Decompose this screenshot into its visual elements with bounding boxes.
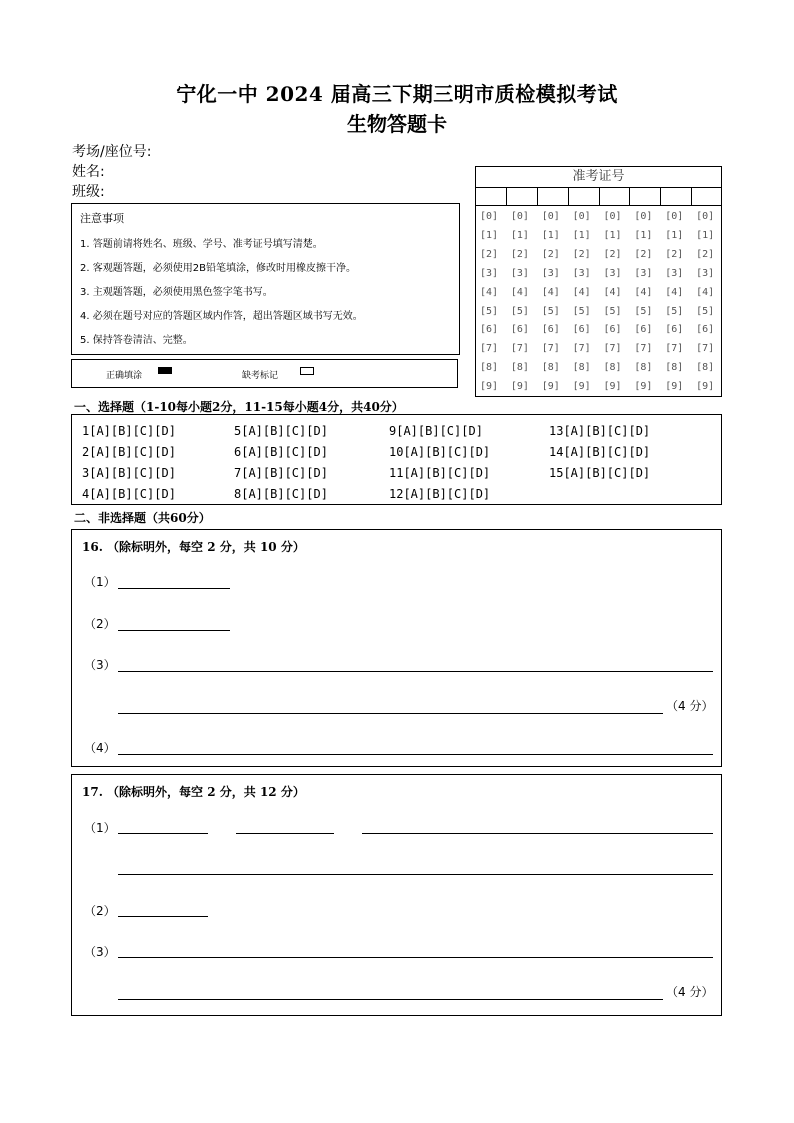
admission-digit-bubble[interactable]: [7] [603, 343, 622, 355]
admission-digit-bubble[interactable]: [1] [665, 229, 684, 241]
q16-part3-label: （3） [84, 658, 116, 672]
admission-digit-bubble[interactable]: [9] [480, 381, 499, 393]
admission-digit-input[interactable] [476, 187, 692, 205]
mcq-question-8[interactable]: 8[A][B][C][D] [234, 487, 328, 501]
admission-digit-bubble[interactable]: [0] [603, 211, 622, 222]
admission-digit-bubble[interactable]: [1] [634, 229, 653, 241]
q17-part2-answer-line[interactable] [118, 916, 208, 917]
legend-box [71, 359, 458, 388]
q17-part1-blank-2[interactable] [236, 833, 334, 834]
mcq-question-2[interactable]: 2[A][B][C][D] [82, 445, 176, 459]
admission-digit-bubble[interactable]: [3] [541, 267, 560, 279]
admission-digit-bubble[interactable]: [2] [696, 248, 715, 260]
notice-item: 1. 答题前请将姓名、班级、学号、准考证号填写清楚。 [80, 239, 323, 250]
admission-digit-bubble[interactable]: [1] [480, 229, 499, 241]
q17-header: 17. （除标明外，每空 2 分，共 12 分） [82, 785, 305, 799]
admission-digit-bubble[interactable]: [6] [480, 324, 499, 336]
admission-digit-bubble[interactable]: [0] [510, 211, 529, 222]
admission-digit-bubble[interactable]: [3] [603, 267, 622, 279]
admission-digit-bubble[interactable]: [6] [541, 324, 560, 336]
q17-part3-answer-line-2[interactable] [118, 999, 663, 1000]
class-label: 班级: [72, 184, 105, 200]
admission-digit-bubble[interactable]: [2] [634, 248, 653, 260]
admission-digit-bubble[interactable]: [3] [572, 267, 591, 279]
notice-item: 3. 主观题答题，必须使用黑色签字笔书写。 [80, 287, 273, 298]
q17-part3-label: （3） [84, 945, 116, 959]
q16-part3-answer-line[interactable] [118, 671, 713, 672]
admission-digit-bubble[interactable]: [7] [696, 343, 715, 355]
admission-digit-bubble[interactable]: [3] [480, 267, 499, 279]
admission-digit-bubble[interactable]: [0] [572, 211, 591, 222]
q16-part2-answer-line[interactable] [118, 630, 230, 631]
section2-title: 二、非选择题（共60分） [74, 511, 211, 525]
admission-digit-bubble[interactable]: [5] [696, 305, 715, 317]
q17-part3-points: （4 分） [666, 985, 714, 999]
admission-digit-bubble[interactable]: [2] [541, 248, 560, 260]
admission-digit-bubble[interactable]: [1] [696, 229, 715, 241]
absent-checkbox[interactable] [300, 367, 314, 375]
q17-part3-answer-line[interactable] [118, 957, 713, 958]
mcq-question-11[interactable]: 11[A][B][C][D] [389, 466, 491, 480]
admission-digit-bubble[interactable]: [6] [603, 324, 622, 336]
q16-part2-label: （2） [84, 617, 116, 631]
admission-digit-bubble[interactable]: [4] [634, 286, 653, 298]
absent-mark-label: 缺考标记 [242, 371, 279, 381]
q16-header: 16. （除标明外，每空 2 分，共 10 分） [82, 540, 305, 554]
q16-part3-answer-line-2[interactable] [118, 713, 663, 714]
mcq-question-14[interactable]: 14[A][B][C][D] [549, 445, 651, 459]
admission-digit-bubble[interactable]: [9] [603, 381, 622, 393]
correct-fill-label: 正确填涂 [106, 371, 143, 381]
admission-digit-bubble[interactable]: [9] [541, 381, 560, 393]
exam-seat-label: 考场/座位号: [72, 144, 152, 160]
name-label: 姓名: [72, 164, 105, 180]
admission-digit-bubble[interactable]: [5] [572, 305, 591, 317]
admission-digit-bubble[interactable]: [4] [541, 286, 560, 298]
mcq-question-10[interactable]: 10[A][B][C][D] [389, 445, 491, 459]
mcq-question-4[interactable]: 4[A][B][C][D] [82, 487, 176, 501]
q17-part2-label: （2） [84, 904, 116, 918]
mcq-question-9[interactable]: 9[A][B][C][D] [389, 424, 483, 438]
admission-digit-bubble[interactable]: [1] [510, 229, 529, 241]
admission-digit-bubble[interactable]: [0] [541, 211, 560, 222]
admission-title: 准考证号 [476, 167, 721, 188]
admission-digit-bubble[interactable]: [8] [696, 362, 715, 374]
mcq-question-6[interactable]: 6[A][B][C][D] [234, 445, 328, 459]
q16-part4-label: （4） [84, 741, 116, 755]
admission-input-row [476, 205, 721, 206]
admission-digit-bubble[interactable]: [4] [510, 286, 529, 298]
admission-digit-bubble[interactable]: [7] [541, 343, 560, 355]
filled-mark-icon [158, 367, 172, 374]
mcq-question-1[interactable]: 1[A][B][C][D] [82, 424, 176, 438]
q17-part1-blank-4[interactable] [118, 874, 713, 875]
admission-digit-bubble[interactable]: [7] [572, 343, 591, 355]
admission-digit-bubble[interactable]: [5] [510, 305, 529, 317]
q17-box [71, 774, 722, 1016]
admission-digit-bubble[interactable]: [4] [665, 286, 684, 298]
page-title: 宁化一中 2024 届高三下期三明市质检模拟考试 [176, 82, 618, 106]
admission-digit-bubble[interactable]: [3] [665, 267, 684, 279]
notice-box [71, 203, 460, 355]
admission-digit-bubble[interactable]: [8] [510, 362, 529, 374]
admission-digit-bubble[interactable]: [8] [541, 362, 560, 374]
q17-part1-blank-1[interactable] [118, 833, 208, 834]
admission-digit-bubble[interactable]: [7] [665, 343, 684, 355]
admission-digit-bubble[interactable]: [9] [572, 381, 591, 393]
admission-digit-bubble[interactable]: [2] [510, 248, 529, 260]
admission-digit-bubble[interactable]: [6] [572, 324, 591, 336]
q16-part3-points: （4 分） [666, 699, 714, 713]
page-subtitle: 生物答题卡 [347, 112, 447, 136]
admission-digit-bubble[interactable]: [4] [572, 286, 591, 298]
q16-part1-label: （1） [84, 575, 116, 589]
admission-digit-bubble[interactable]: [2] [603, 248, 622, 260]
mcq-question-12[interactable]: 12[A][B][C][D] [389, 487, 491, 501]
admission-number-grid [475, 166, 722, 397]
admission-digit-bubble[interactable]: [5] [480, 305, 499, 317]
notice-title: 注意事项 [80, 212, 124, 225]
admission-digit-bubble[interactable]: [7] [480, 343, 499, 355]
admission-digit-bubble[interactable]: [3] [696, 267, 715, 279]
admission-digit-bubble[interactable]: [1] [541, 229, 560, 241]
mcq-question-15[interactable]: 15[A][B][C][D] [549, 466, 651, 480]
admission-digit-bubble[interactable]: [0] [634, 211, 653, 222]
admission-digit-bubble[interactable]: [1] [603, 229, 622, 241]
admission-digit-bubble[interactable]: [6] [665, 324, 684, 336]
admission-digit-bubble[interactable]: [5] [634, 305, 653, 317]
admission-digit-bubble[interactable]: [8] [603, 362, 622, 374]
admission-digit-bubble[interactable]: [5] [603, 305, 622, 317]
admission-digit-bubble[interactable]: [6] [634, 324, 653, 336]
admission-digit-bubble[interactable]: [0] [696, 211, 715, 222]
admission-digit-bubble[interactable]: [0] [665, 211, 684, 222]
admission-digit-bubble[interactable]: [6] [510, 324, 529, 336]
admission-digit-bubble[interactable]: [2] [480, 248, 499, 260]
mcq-question-5[interactable]: 5[A][B][C][D] [234, 424, 328, 438]
notice-item: 2. 客观题答题，必须使用2B铅笔填涂，修改时用橡皮擦干净。 [80, 263, 356, 274]
q16-part4-answer-line[interactable] [118, 754, 713, 755]
admission-digit-bubble[interactable]: [2] [572, 248, 591, 260]
admission-digit-bubble[interactable]: [4] [480, 286, 499, 298]
admission-digit-bubble[interactable]: [8] [665, 362, 684, 374]
admission-digit-bubble[interactable]: [9] [510, 381, 529, 393]
q16-box [71, 529, 722, 767]
admission-digit-bubble[interactable]: [9] [696, 381, 715, 393]
admission-digit-bubble[interactable]: [8] [480, 362, 499, 374]
admission-digit-bubble[interactable]: [3] [510, 267, 529, 279]
admission-digit-bubble[interactable]: [3] [634, 267, 653, 279]
notice-item: 4. 必须在题号对应的答题区域内作答，超出答题区域书写无效。 [80, 311, 363, 322]
admission-digit-bubble[interactable]: [7] [634, 343, 653, 355]
admission-digit-bubble[interactable]: [5] [665, 305, 684, 317]
section1-title: 一、选择题（1-10每小题2分，11-15每小题4分，共40分） [74, 400, 404, 414]
q17-part1-label: （1） [84, 821, 116, 835]
mcq-question-7[interactable]: 7[A][B][C][D] [234, 466, 328, 480]
mcq-box [71, 414, 722, 505]
q17-part1-blank-3[interactable] [362, 833, 713, 834]
notice-item: 5. 保持答卷清洁、完整。 [80, 335, 193, 346]
admission-digit-bubble[interactable]: [5] [541, 305, 560, 317]
admission-digit-bubble[interactable]: [4] [603, 286, 622, 298]
mcq-question-13[interactable]: 13[A][B][C][D] [549, 424, 651, 438]
admission-digit-bubble[interactable]: [9] [634, 381, 653, 393]
admission-digit-bubble[interactable]: [8] [572, 362, 591, 374]
admission-digit-bubble[interactable]: [6] [696, 324, 715, 336]
q16-part1-answer-line[interactable] [118, 588, 230, 589]
admission-digit-bubble[interactable]: [1] [572, 229, 591, 241]
admission-digit-bubble[interactable]: [2] [665, 248, 684, 260]
admission-digit-bubble[interactable]: [4] [696, 286, 715, 298]
mcq-question-3[interactable]: 3[A][B][C][D] [82, 466, 176, 480]
admission-digit-bubble[interactable]: [9] [665, 381, 684, 393]
admission-digit-bubble[interactable]: [8] [634, 362, 653, 374]
admission-digit-bubble[interactable]: [0] [480, 211, 499, 222]
admission-digit-bubble[interactable]: [7] [510, 343, 529, 355]
